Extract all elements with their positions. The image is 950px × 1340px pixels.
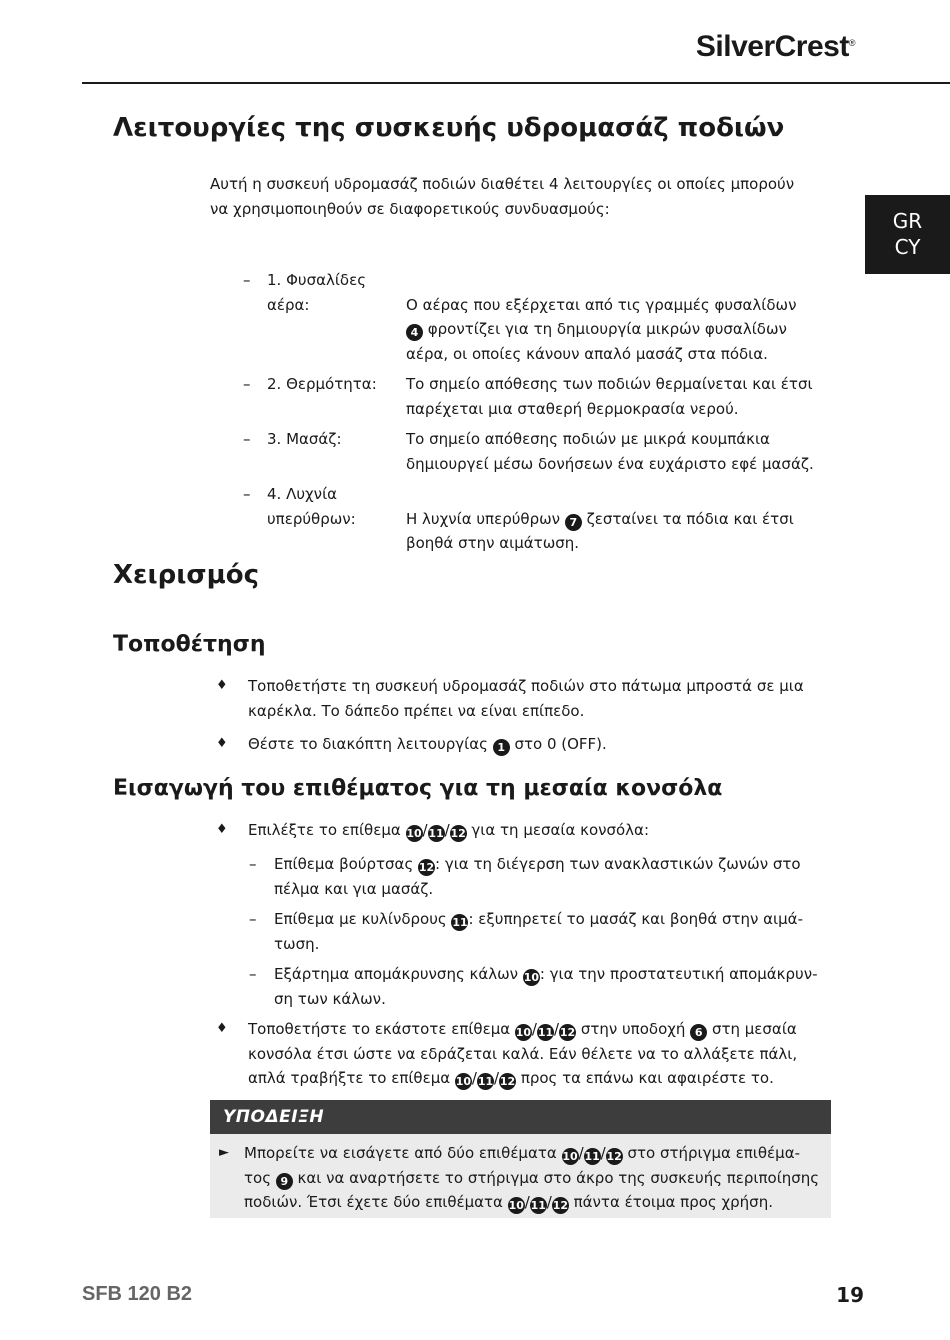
text-segment: Μπορείτε να εισάγετε από δύο επιθέματα — [244, 1144, 562, 1162]
reference-number: 12 — [559, 1026, 576, 1039]
text-segment: / — [471, 1069, 477, 1087]
insert-text — [248, 1066, 774, 1091]
silvercrest-logo — [696, 30, 855, 64]
subitem-text — [274, 987, 386, 1012]
text-segment: / — [578, 1144, 584, 1162]
text-segment: Το σημείο απόθεσης ποδιών με μικρά κουμπάκια — [406, 430, 770, 448]
function-description — [406, 317, 787, 342]
placement-text — [248, 674, 804, 699]
intro-line: Αυτή η συσκευή υδρομασάζ ποδιών διαθέτει 4 λειτουργίες οι οποίες μπορούν — [210, 175, 795, 193]
reference-number: 11 — [537, 1026, 554, 1039]
reference-number: 12 — [450, 827, 466, 840]
text-segment: απλά τραβήξτε το επίθεμα — [248, 1069, 455, 1087]
text-segment: κονσόλα έτσι ώστε να εδράζεται καλά. Εάν θέλετε να το αλλάξετε πάλι, — [248, 1044, 798, 1063]
function-label: 2. Θερμότητα: — [267, 375, 377, 393]
lang-code-gr: GR — [892, 209, 923, 233]
reference-number: 12 — [418, 861, 435, 874]
reference-number: 4 — [406, 324, 423, 341]
reference-number: 12 — [499, 1075, 516, 1088]
header-rule — [82, 82, 950, 84]
note-title: ΥΠΟΔΕΙΞΗ — [223, 1107, 325, 1127]
text-segment: και να αναρτήσετε το στήριγμα στο άκρο της συσκευής περιποίησης — [292, 1168, 820, 1187]
insert-text — [248, 818, 649, 843]
reference-number: 12 — [606, 1150, 622, 1163]
text-segment: Επιλέξτε το επίθεμα — [248, 821, 406, 839]
text-segment: βοηθά στην αιμάτωση. — [406, 534, 580, 552]
text-segment: Εξάρτημα απομάκρυνσης κάλων — [274, 965, 523, 983]
text-segment: : για τη διέγερση των ανακλαστικών ζωνών στο — [435, 855, 801, 873]
text-segment: τος — [244, 1168, 276, 1187]
note-text — [244, 1190, 773, 1215]
text-segment: / — [493, 1069, 500, 1087]
text-segment: Τοποθετήστε τη συσκευή υδρομασάζ ποδιών στο πάτωμα μπροστά σε μια — [248, 677, 804, 695]
text-segment: / — [553, 1020, 560, 1038]
bullet-marker: ♦ — [216, 678, 228, 693]
reference-number: 12 — [552, 1199, 568, 1212]
text-segment: στο 0 (OFF). — [509, 735, 607, 753]
text-segment: Επίθεμα βούρτσας — [274, 855, 419, 873]
text-segment: στο στήριγμα επιθέμα- — [622, 1144, 800, 1162]
function-description — [406, 452, 814, 477]
bullet-marker: ♦ — [216, 1021, 228, 1036]
function-label: 1. Φυσαλίδες — [267, 271, 367, 289]
footer-model: SFB 120 B2 — [82, 1283, 193, 1305]
lang-code-cy: CY — [894, 235, 921, 259]
insert-text — [248, 1042, 797, 1067]
text-segment: Επίθεμα με κυλίνδρους — [274, 910, 452, 928]
reference-number: 9 — [276, 1173, 293, 1190]
reference-number: 10 — [508, 1199, 524, 1212]
placement-text — [248, 732, 607, 757]
text-segment: δημιουργεί μέσω δονήσεων ένα ευχάριστο εφέ μασάζ. — [406, 454, 814, 473]
bullet-marker: ♦ — [216, 822, 228, 837]
intro-line: να χρησιμοποιηθούν σε διαφορετικούς συνδυασμούς: — [210, 199, 610, 218]
function-description — [406, 372, 813, 397]
function-description — [406, 293, 796, 318]
placement-heading: Τοποθέτηση — [113, 632, 266, 657]
function-description — [406, 507, 794, 532]
functions-intro — [210, 172, 794, 221]
reference-number: 11 — [452, 916, 468, 929]
insert-heading: Εισαγωγή του επιθέματος για τη μεσαία κονσόλα — [113, 776, 723, 801]
logo-text: SilverCrest — [695, 30, 849, 63]
reference-number: 1 — [493, 739, 510, 756]
text-segment: προς τα επάνω και αφαιρέστε το. — [516, 1069, 774, 1087]
language-tab — [865, 195, 950, 274]
reference-number: 11 — [584, 1150, 600, 1163]
text-segment: στη μεσαία — [707, 1020, 797, 1038]
function-description — [406, 427, 770, 452]
page-number: 19 — [836, 1283, 864, 1307]
function-label: υπερύθρων: — [267, 509, 356, 528]
text-segment: Τοποθετήστε το εκάστοτε επίθεμα — [248, 1020, 515, 1038]
text-segment: αέρα, οι οποίες κάνουν απαλό μασάζ στα πόδια. — [406, 344, 768, 363]
subitem-text — [274, 877, 433, 902]
text-segment: στην υποδοχή — [576, 1020, 691, 1038]
text-segment: : εξυπηρετεί το μασάζ και βοηθά στην αιμά- — [468, 910, 803, 928]
text-segment: για τη μεσαία κονσόλα: — [466, 821, 649, 839]
subitem-text — [274, 852, 801, 877]
text-segment: Η λυχνία υπερύθρων — [406, 509, 565, 528]
text-segment: πέλμα και για μασάζ. — [274, 879, 434, 898]
text-segment: Θέστε το διακόπτη λειτουργίας — [248, 735, 493, 753]
dash-marker: – — [243, 271, 251, 289]
reference-number: 10 — [515, 1026, 532, 1039]
text-segment: / — [600, 1144, 606, 1162]
text-segment: : για την προστατευτική απομάκρυν- — [539, 965, 818, 983]
text-segment: ζεσταίνει τα πόδια και έτσι — [581, 509, 794, 528]
text-segment: / — [422, 821, 428, 839]
text-segment: φροντίζει για τη δημιουργία μικρών φυσαλίδων — [423, 320, 787, 338]
dash-marker: – — [249, 965, 257, 983]
reference-number: 10 — [523, 971, 539, 984]
note-text — [244, 1166, 819, 1191]
reference-number: 10 — [406, 827, 422, 840]
text-segment: παρέχεται μια σταθερή θερμοκρασία νερού. — [406, 399, 739, 418]
text-segment: τωση. — [274, 934, 320, 953]
reference-number: 11 — [530, 1199, 546, 1212]
reference-number: 10 — [562, 1150, 578, 1163]
subitem-text — [274, 907, 803, 932]
text-segment: / — [546, 1193, 552, 1211]
subitem-text — [274, 932, 319, 957]
bullet-marker: ♦ — [216, 736, 228, 751]
text-segment: / — [524, 1193, 530, 1211]
function-description — [406, 531, 579, 556]
dash-marker: – — [243, 430, 251, 448]
dash-marker: – — [249, 855, 257, 873]
reference-number: 11 — [477, 1075, 494, 1088]
reference-number: 7 — [565, 514, 582, 531]
text-segment: / — [444, 821, 450, 839]
text-segment: καρέκλα. Το δάπεδο πρέπει να είναι επίπεδο. — [248, 701, 585, 720]
function-label: 3. Μασάζ: — [267, 430, 342, 448]
dash-marker: – — [249, 910, 257, 928]
placement-text — [248, 699, 584, 724]
function-label: 4. Λυχνία — [267, 485, 338, 503]
insert-text — [248, 1017, 797, 1042]
dash-marker: – — [243, 485, 251, 503]
note-text — [244, 1141, 800, 1166]
dash-marker: – — [243, 375, 251, 393]
text-segment: πάντα έτοιμα προς χρήση. — [568, 1193, 773, 1211]
functions-heading: Λειτουργίες της συσκευής υδρομασάζ ποδιών — [113, 113, 785, 143]
text-segment: ση των κάλων. — [274, 989, 386, 1008]
function-description — [406, 397, 739, 422]
note-header — [210, 1100, 831, 1134]
text-segment: ποδιών. Έτσι έχετε δύο επιθέματα — [244, 1193, 508, 1211]
subitem-text — [274, 962, 818, 987]
reference-number: 11 — [428, 827, 444, 840]
function-description — [406, 342, 768, 367]
operation-heading: Χειρισμός — [113, 560, 260, 590]
registered-mark: ® — [848, 38, 855, 48]
text-segment: Ο αέρας που εξέρχεται από τις γραμμές φυσαλίδων — [406, 295, 797, 314]
arrow-marker: ► — [219, 1145, 229, 1160]
text-segment: / — [531, 1020, 537, 1038]
function-label: αέρα: — [267, 295, 310, 314]
reference-number: 6 — [690, 1024, 707, 1041]
text-segment: Το σημείο απόθεσης των ποδιών θερμαίνεται και έτσι — [406, 375, 813, 393]
reference-number: 10 — [455, 1075, 472, 1088]
